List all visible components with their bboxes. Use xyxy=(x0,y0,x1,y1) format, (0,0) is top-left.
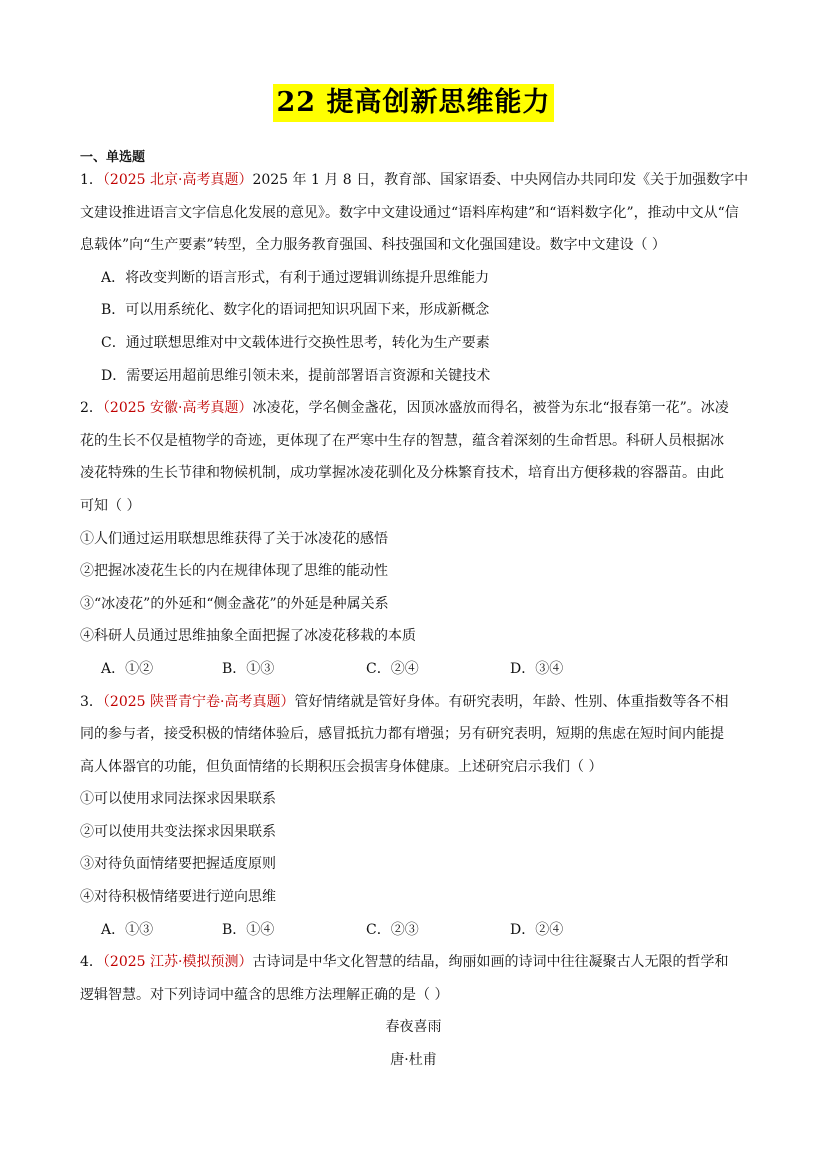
q2-statement-3: ③“冰凌花”的外延和“侧金盏花”的外延是种属关系 xyxy=(80,596,389,612)
q1-line-1 xyxy=(80,170,750,190)
title-area xyxy=(0,84,827,122)
page-title: 22 提高创新思维能力 xyxy=(273,84,555,122)
q4-text-1: 古诗词是中华文化智慧的结晶，绚丽如画的诗词中往往凝聚古人无限的哲学和 xyxy=(252,954,729,970)
q2-line-3: 凌花特殊的生长节律和物候机制，成功掌握冰凌花驯化及分株繁育技术，培育出方便移栽的容器苗。由此 xyxy=(80,465,724,481)
q2-statement-2: ②把握冰凌花生长的内在规律体现了思维的能动性 xyxy=(80,563,388,579)
q1-text-1: 2025 年 1 月 8 日，教育部、国家语委、中央网信办共同印发《关于加强数字中 xyxy=(252,172,749,188)
q1-option-b: B．可以用系统化、数字化的语词把知识巩固下来，形成新概念 xyxy=(101,302,490,318)
q3-option-b: B．①④ xyxy=(222,922,275,938)
section-heading: 一、单选题 xyxy=(80,150,146,165)
q3-line-1 xyxy=(80,692,750,712)
q3-statement-4: ④对待积极情绪要进行逆向思维 xyxy=(80,889,276,905)
q2-option-a: A．①② xyxy=(101,661,154,677)
q3-option-c: C．②③ xyxy=(366,922,419,938)
q3-line-3: 高人体器官的功能，但负面情绪的长期积压会损害身体健康。上述研究启示我们（ ） xyxy=(80,759,603,775)
poem-title: 春夜喜雨 xyxy=(385,1019,442,1035)
q1-option-a: A．将改变判断的语言形式，有利于通过逻辑训练提升思维能力 xyxy=(101,270,490,286)
q2-text-1: 冰凌花，学名侧金盏花，因顶冰盛放而得名，被誉为东北“报春第一花”。冰凌 xyxy=(252,400,729,416)
q3-statement-3: ③对待负面情绪要把握适度原则 xyxy=(80,856,276,872)
q1-option-c: C．通过联想思维对中文载体进行交换性思考，转化为生产要素 xyxy=(101,335,490,351)
q1-source[interactable]: （2025 北京·高考真题） xyxy=(102,172,253,188)
q2-number: 2． xyxy=(80,400,103,416)
q3-statement-1: ①可以使用求同法探求因果联系 xyxy=(80,791,276,807)
q4-number: 4． xyxy=(80,954,103,970)
q2-option-c: C．②④ xyxy=(366,661,419,677)
q1-number: 1． xyxy=(80,172,103,188)
q1-line-3: 息载体”向“生产要素”转型，全力服务教育强国、科技强国和文化强国建设。数字中文建设（ ） xyxy=(80,237,666,253)
q2-line-2: 花的生长不仅是植物学的奇迹，更体现了在严寒中生存的智慧，蕴含着深刻的生命哲思。科研人员根据冰 xyxy=(80,433,724,449)
q4-line-2: 逻辑智慧。对下列诗词中蕴含的思维方法理解正确的是（ ） xyxy=(80,987,449,1003)
q3-line-2: 同的参与者，接受积极的情绪体验后，感冒抵抗力都有增强；另有研究表明，短期的焦虑在短时间内能提 xyxy=(80,726,724,742)
q3-text-1: 管好情绪就是管好身体。有研究表明，年龄、性别、体重指数等各不相 xyxy=(294,694,729,710)
poem-author: 唐·杜甫 xyxy=(390,1052,437,1068)
q4-source[interactable]: （2025 江苏·模拟预测） xyxy=(102,954,253,970)
q4-line-1 xyxy=(80,952,750,972)
q2-option-d: D．③④ xyxy=(510,661,564,677)
q3-statement-2: ②可以使用共变法探求因果联系 xyxy=(80,824,276,840)
q3-source[interactable]: （2025 陕晋青宁卷·高考真题） xyxy=(102,694,295,710)
q2-option-b: B．①③ xyxy=(222,661,275,677)
q1-line-2: 文建设推进语言文字信息化发展的意见》。数字中文建设通过“语料库构建”和“语料数字化”，推动中文从“信 xyxy=(80,205,739,221)
q1-option-d: D．需要运用超前思维引领未来，提前部署语言资源和关键技术 xyxy=(101,368,491,384)
q2-statement-4: ④科研人员通过思维抽象全面把握了冰凌花移栽的本质 xyxy=(80,628,416,644)
q3-option-d: D．②④ xyxy=(510,922,564,938)
q3-option-a: A．①③ xyxy=(101,922,154,938)
q3-number: 3． xyxy=(80,694,103,710)
q2-line-4: 可知（ ） xyxy=(80,498,141,514)
q2-statement-1: ①人们通过运用联想思维获得了关于冰凌花的感悟 xyxy=(80,531,388,547)
q2-line-1 xyxy=(80,398,750,418)
q2-source[interactable]: （2025 安徽·高考真题） xyxy=(102,400,253,416)
